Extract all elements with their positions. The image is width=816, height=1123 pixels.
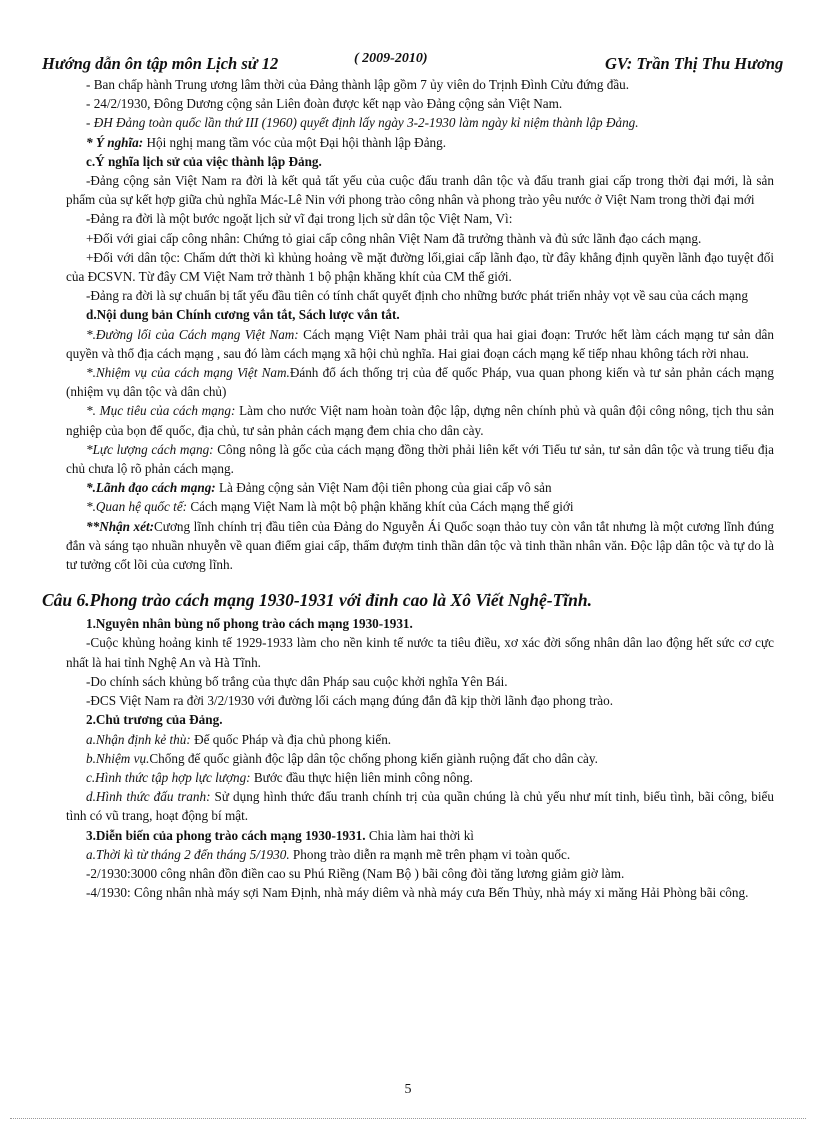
text: Đánh đổ ách thống trị của đế quốc Pháp, vua quan phong kiến và tư sản phản cách mạng (nhiệm vụ dân tộc và dân chủ): [66, 365, 774, 400]
paragraph: [66, 768, 774, 787]
document-body: [42, 75, 775, 902]
text: Hội nghị mang tầm vóc của một Đại hội thành lập Đảng.: [143, 134, 447, 150]
header-teacher: GV: Trần Thị Thu Hương: [605, 54, 784, 73]
text: Làm cho nước Việt nam hoàn toàn độc lập, dựng nên chính phủ và quân đội công nông, tịch thu sản nghiệp của bọn đế quốc, địa chủ, tư sản phản cách mạng đem chia cho dân cày.: [66, 403, 775, 438]
paragraph: [66, 730, 774, 749]
text: Sử dụng hình thức đấu tranh chính trị của quần chúng là chủ yếu như mít tinh, biểu tình, bãi công, biểu tình có vũ trang, hoạt động bí mật.: [66, 789, 774, 824]
paragraph: [66, 325, 774, 363]
label: d.Hình thức đấu tranh:: [86, 789, 211, 805]
label: *.Nhiệm vụ của cách mạng Việt Nam.: [86, 365, 290, 381]
paragraph: - ĐH Đảng toàn quốc lần thứ III (1960) quyết định lấy ngày 3-2-1930 làm ngày kỉ niệm thành lập Đảng.: [86, 115, 639, 131]
section-heading: 3.Diễn biến của phong trào cách mạng 1930-1931.: [86, 827, 366, 843]
paragraph: [66, 749, 774, 768]
label: b.Nhiệm vụ.: [86, 750, 150, 766]
paragraph: -Do chính sách khủng bố trắng của thực dân Pháp sau cuộc khởi nghĩa Yên Bái.: [86, 673, 508, 689]
paragraph: - Ban chấp hành Trung ương lâm thời của Đảng thành lập gồm 7 ủy viên do Trịnh Đình Cửu đứng đầu.: [86, 77, 630, 92]
label: a.Thời kì từ tháng 2 đến tháng 5/1930.: [86, 846, 290, 862]
text: Phong trào diễn ra mạnh mẽ trên phạm vi toàn quốc.: [289, 846, 571, 862]
paragraph: [66, 401, 774, 439]
label: *.Đường lối của Cách mạng Việt Nam:: [86, 326, 299, 342]
paragraph: -Cuộc khủng hoảng kinh tế 1929-1933 làm cho nền kinh tế nước ta tiêu điều, xơ xác đời sống nhân dân lao động hết sức cơ cực nhất là hai tỉnh Nghệ An và Hà Tĩnh.: [66, 635, 774, 670]
paragraph: [66, 845, 774, 864]
paragraph: [66, 133, 774, 152]
paragraph: -Đảng ra đời là sự chuẩn bị tất yếu đầu tiên có tính chất quyết định cho những bước phát triển nhảy vọt về sau của cách mạng: [86, 288, 748, 304]
section-heading: 1.Nguyên nhân bùng nổ phong trào cách mạng 1930-1931.: [86, 616, 413, 632]
paragraph: [66, 478, 774, 497]
text: Cách mạng Việt Nam là một bộ phận khăng khít của Cách mạng thế giới: [187, 499, 574, 515]
paragraph: [66, 363, 774, 401]
paragraph: [66, 517, 774, 575]
section-heading: c.Ý nghĩa lịch sử của việc thành lập Đảng.: [86, 153, 322, 169]
paragraph: +Đối với dân tộc: Chấm dứt thời kì khủng hoảng về mặt đường lối,giai cấp lãnh đạo, từ đây khẳng định quyền lãnh đạo tuyệt đối của ĐCSVN. Từ đây CM Việt Nam trở thành 1 bộ phận khăng khít của CM thế giới.: [66, 249, 774, 285]
section-heading: d.Nội dung bản Chính cương vắn tắt, Sách lược vắn tắt.: [86, 307, 400, 323]
question-heading: Câu 6.Phong trào cách mạng 1930-1931 với đỉnh cao là Xô Viết Nghệ-Tĩnh.: [42, 590, 593, 611]
paragraph: [66, 826, 774, 845]
section-heading: 2.Chủ trương của Đảng.: [86, 712, 223, 728]
text: Chống đế quốc giành độc lập dân tộc chống phong kiến giành ruộng đất cho dân cày.: [149, 750, 598, 766]
label: *.Lãnh đạo cách mạng:: [86, 480, 216, 496]
page-bottom-divider: [10, 1118, 806, 1119]
label: *Lực lượng cách mạng:: [86, 441, 214, 457]
text: Cách mạng Việt Nam phải trải qua hai giai đoạn: Trước hết làm cách mạng tư sản dân quyền và thổ địa cách mạng , sau đó làm cách mạng xã hội chủ nghĩa. Hai giai đoạn cách mạng kế tiếp nhau không tách rời nhau.: [66, 326, 774, 361]
label: a.Nhận định kẻ thù:: [86, 731, 191, 747]
label: **Nhận xét:: [86, 518, 155, 534]
text: Cương lĩnh chính trị đầu tiên của Đảng do Nguyễn Ái Quốc soạn thảo tuy còn vắn tắt nhưng là một cương lĩnh đúng đắn và sáng tạo nhuần nhuyễn về quan điểm giai cấp, thấm đượm tinh thần dân tộc và tinh thần nhân văn. Độc lập dân tộc và tự do là tư tưởng cốt lõi của cương lĩnh.: [66, 518, 774, 573]
text: Là Đảng cộng sản Việt Nam đội tiên phong của giai cấp vô sản: [215, 480, 552, 496]
paragraph: - 24/2/1930, Đông Dương cộng sản Liên đoàn được kết nạp vào Đảng cộng sản Việt Nam.: [86, 96, 563, 112]
label: *.Quan hệ quốc tế:: [86, 499, 188, 515]
header-year: ( 2009-2010): [354, 51, 428, 66]
label: c.Hình thức tập hợp lực lượng:: [86, 769, 251, 785]
text: Bước đầu thực hiện liên minh công nông.: [250, 769, 473, 785]
header-subject: Hướng dẫn ôn tập môn Lịch sử 12: [42, 54, 279, 73]
paragraph: -2/1930:3000 công nhân đồn điền cao su Phú Riềng (Nam Bộ ) bãi công đòi tăng lương giảm giờ làm.: [86, 865, 625, 881]
page-number: 5: [404, 1082, 412, 1097]
paragraph: -Đảng cộng sản Việt Nam ra đời là kết quả tất yếu của cuộc đấu tranh dân tộc và đấu tranh giai cấp trong thời đại mới, là sản phẩm của sự kết hợp giữa chủ nghĩa Mác-Lê Nin với phong trào công nhân và phong trào yêu nước ở Việt Nam trong thời đại mới: [66, 173, 774, 208]
paragraph: -ĐCS Việt Nam ra đời 3/2/1930 với đường lối cách mạng đúng đắn đã kịp thời lãnh đạo phong trào.: [86, 693, 613, 709]
label: * Ý nghĩa:: [86, 134, 144, 150]
paragraph: [66, 787, 774, 825]
text: Công nông là gốc của cách mạng đồng thời phải liên kết với Tiểu tư sản, tư sản dân tộc và trung tiểu địa chủ chưa lộ rõ phản cách mạng.: [66, 441, 775, 477]
label: *. Mục tiêu của cách mạng:: [86, 403, 236, 419]
text: Chia làm hai thời kì: [365, 827, 474, 843]
paragraph: -4/1930: Công nhân nhà máy sợi Nam Định, nhà máy diêm và nhà máy cưa Bến Thủy, nhà máy xi măng Hải Phòng bãi công.: [86, 885, 749, 901]
text: Đế quốc Pháp và địa chủ phong kiến.: [190, 731, 392, 747]
paragraph: [66, 440, 774, 478]
paragraph: +Đối với giai cấp công nhân: Chứng tỏ giai cấp công nhân Việt Nam đã trưởng thành và đủ sức lãnh đạo cách mạng.: [86, 230, 702, 246]
paragraph: [66, 497, 774, 516]
paragraph: -Đảng ra đời là một bước ngoặt lịch sử vĩ đại trong lịch sử dân tộc Việt Nam, Vì:: [86, 211, 513, 227]
